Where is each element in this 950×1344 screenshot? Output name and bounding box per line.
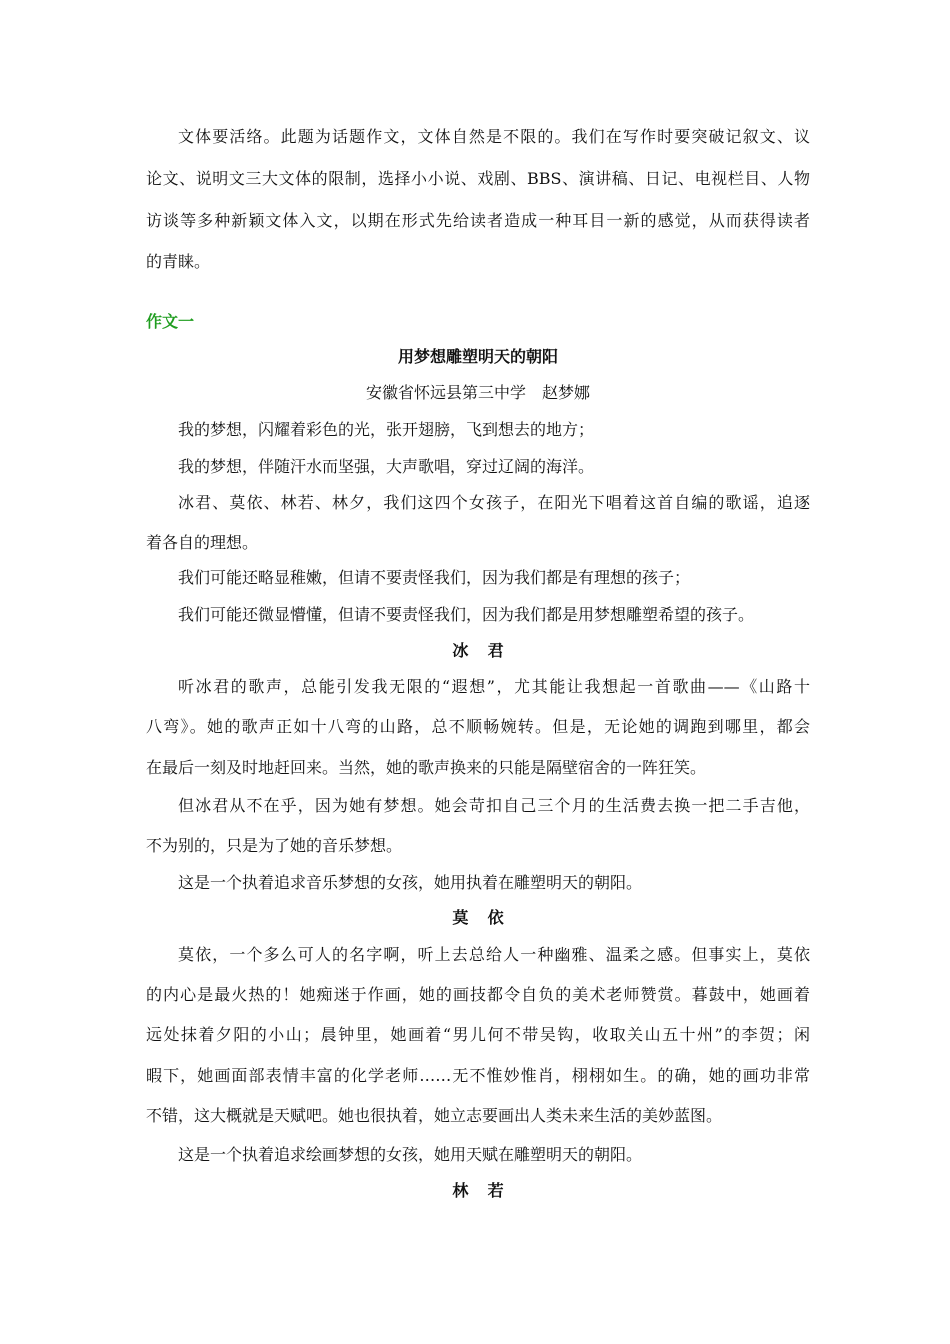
intro-line: 文体要活络。此题为话题作文，文体自然是不限的。我们在写作时要突破记叙文、议 <box>178 127 810 146</box>
section-heading <box>146 1181 810 1201</box>
section-line: 暇下，她画面部表情丰富的化学老师……无不惟妙惟肖，栩栩如生。的确，她的画功非常 <box>146 1066 810 1085</box>
section-line: 莫依，一个多么可人的名字啊，听上去总给人一种幽雅、温柔之感。但事实上，莫依 <box>178 945 810 964</box>
section-line: 不错，这大概就是天赋吧。她也很执着，她立志要画出人类未来生活的美妙蓝图。 <box>146 1106 723 1125</box>
opening-line: 冰君、莫依、林若、林夕，我们这四个女孩子，在阳光下唱着这首自编的歌谣，追逐 <box>178 493 810 512</box>
section-line: 但冰君从不在乎，因为她有梦想。她会苛扣自己三个月的生活费去换一把二手吉他， <box>178 796 810 815</box>
section-line: 的内心是最火热的！她痴迷于作画，她的画技都令自负的美术老师赞赏。暮鼓中，她画着 <box>146 985 810 1004</box>
essay-label: 作文一 <box>146 312 195 331</box>
opening-line: 我的梦想，闪耀着彩色的光，张开翅膀，飞到想去的地方； <box>178 420 595 439</box>
section-line: 在最后一刻及时地赶回来。当然，她的歌声换来的只能是隔壁宿舍的一阵狂笑。 <box>146 758 707 777</box>
section-line: 不为别的，只是为了她的音乐梦想。 <box>146 836 403 855</box>
section-heading-text: 莫依 <box>452 908 523 927</box>
opening-line: 我的梦想，伴随汗水而坚强，大声歌唱，穿过辽阔的海洋。 <box>178 457 595 476</box>
opening-line: 我们可能还略显稚嫩，但请不要责怪我们，因为我们都是有理想的孩子； <box>178 568 691 587</box>
section-line: 这是一个执着追求绘画梦想的女孩，她用天赋在雕塑明天的朝阳。 <box>178 1145 643 1164</box>
section-line: 这是一个执着追求音乐梦想的女孩，她用执着在雕塑明天的朝阳。 <box>178 873 643 892</box>
section-heading-text: 冰君 <box>452 641 523 660</box>
section-line: 听冰君的歌声，总能引发我无限的“遐想”，尤其能让我想起一首歌曲——《山路十 <box>178 677 810 696</box>
essay-title: 用梦想雕塑明天的朝阳 <box>397 347 558 366</box>
section-line: 远处抹着夕阳的小山；晨钟里，她画着“男儿何不带吴钩，收取关山五十州”的李贺；闲 <box>146 1025 810 1044</box>
essay-author: 安徽省怀远县第三中学 赵梦娜 <box>365 383 590 402</box>
section-line: 八弯》。她的歌声正如十八弯的山路，总不顺畅婉转。但是，无论她的调跑到哪里，都会 <box>146 717 810 736</box>
intro-line: 的青睐。 <box>146 252 211 271</box>
section-heading-text: 林若 <box>452 1181 523 1200</box>
opening-line: 着各自的理想。 <box>146 533 259 552</box>
intro-line: 访谈等多种新颖文体入文，以期在形式先给读者造成一种耳目一新的感觉，从而获得读者 <box>146 211 810 230</box>
opening-line: 我们可能还微显懵懂，但请不要责怪我们，因为我们都是用梦想雕塑希望的孩子。 <box>178 605 755 624</box>
intro-line: 论文、说明文三大文体的限制，选择小小说、戏剧、BBS、演讲稿、日记、电视栏目、人物 <box>146 169 810 188</box>
section-heading <box>146 908 810 928</box>
section-heading <box>146 641 810 661</box>
